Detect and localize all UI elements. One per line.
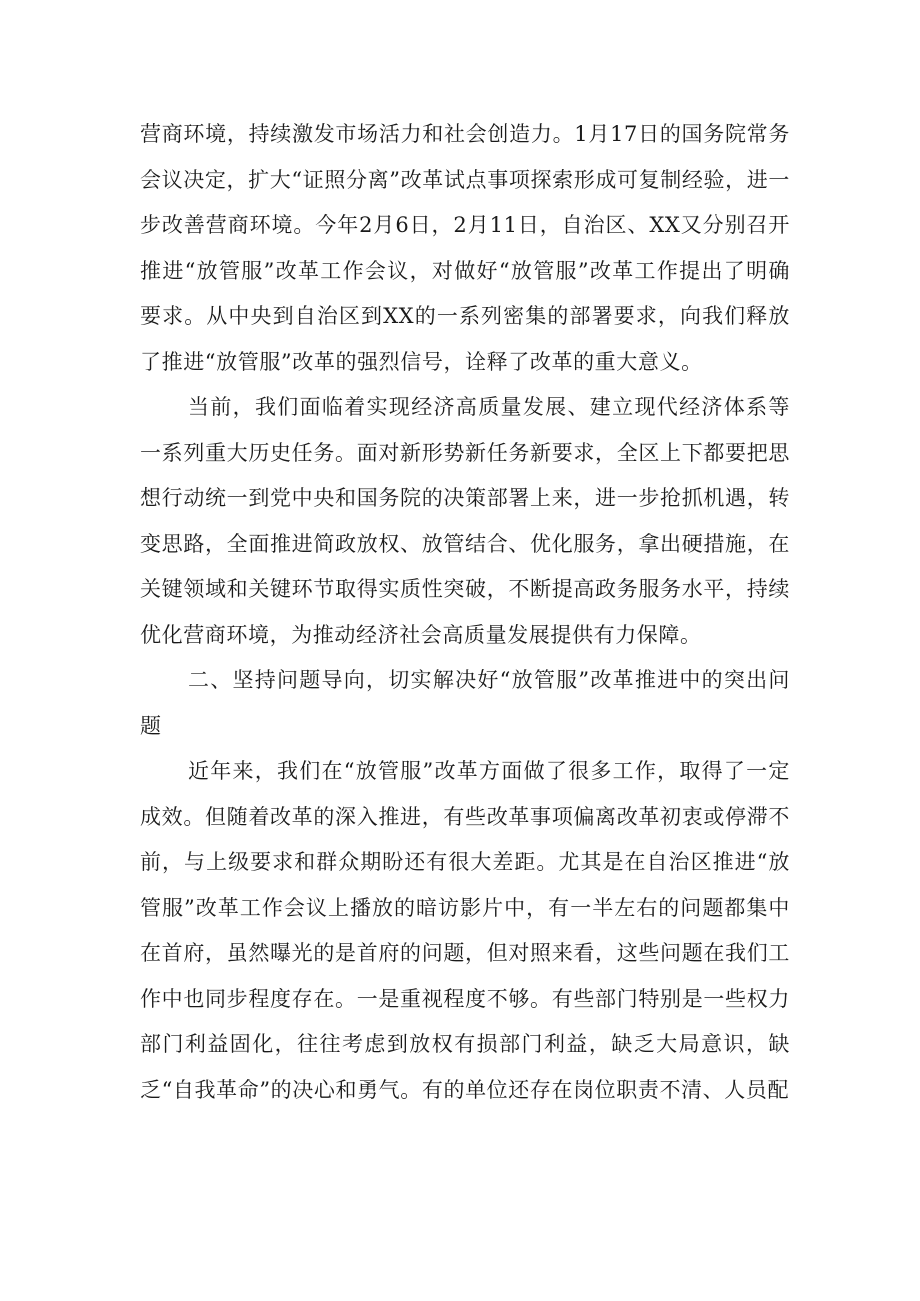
paragraph-current-situation: 当前，我们面临着实现经济高质量发展、建立现代经济体系等一系列重大历史任务。面对新形势新任务新要求，全区上下都要把思想行动统一到党中央和国务院的决策部署上来，进一步抢抓机遇，转变思路，全面推进简政放权、放管结合、优化服务，拿出硬措施，在关键领域和关键环节取得实质性突破，不断提高政务服务水平，持续优化营商环境，为推动经济社会高质量发展提供有力保障。	[140, 395, 790, 647]
section-heading-two: 二、坚持问题导向，切实解决好“放管服”改革推进中的突出问题	[140, 668, 790, 738]
document-body	[140, 112, 790, 1113]
paragraph-continuation: 营商环境，持续激发市场活力和社会创造力。1月17日的国务院常务会议决定，扩大“证照分离”改革试点事项探索形成可复制经验，进一步改善营商环境。今年2月6日，2月11日，自治区、XX又分别召开推进“放管服”改革工作会议，对做好“放管服”改革工作提出了明确要求。从中央到自治区到XX的一系列密集的部署要求，向我们释放了推进“放管服”改革的强烈信号，诠释了改革的重大意义。	[140, 122, 790, 374]
paragraph-problems: 近年来，我们在“放管服”改革方面做了很多工作，取得了一定成效。但随着改革的深入推进，有些改革事项偏离改革初衷或停滞不前，与上级要求和群众期盼还有很大差距。尤其是在自治区推进“放管服”改革工作会议上播放的暗访影片中，有一半左右的问题都集中在首府，虽然曝光的是首府的问题，但对照来看，这些问题在我们工作中也同步程度存在。一是重视程度不够。有些部门特别是一些权力部门利益固化，往往考虑到放权有损部门利益，缺乏大局意识，缺乏“自我革命”的决心和勇气。有的单位还存在岗位职责不清、人员配	[140, 759, 790, 1102]
